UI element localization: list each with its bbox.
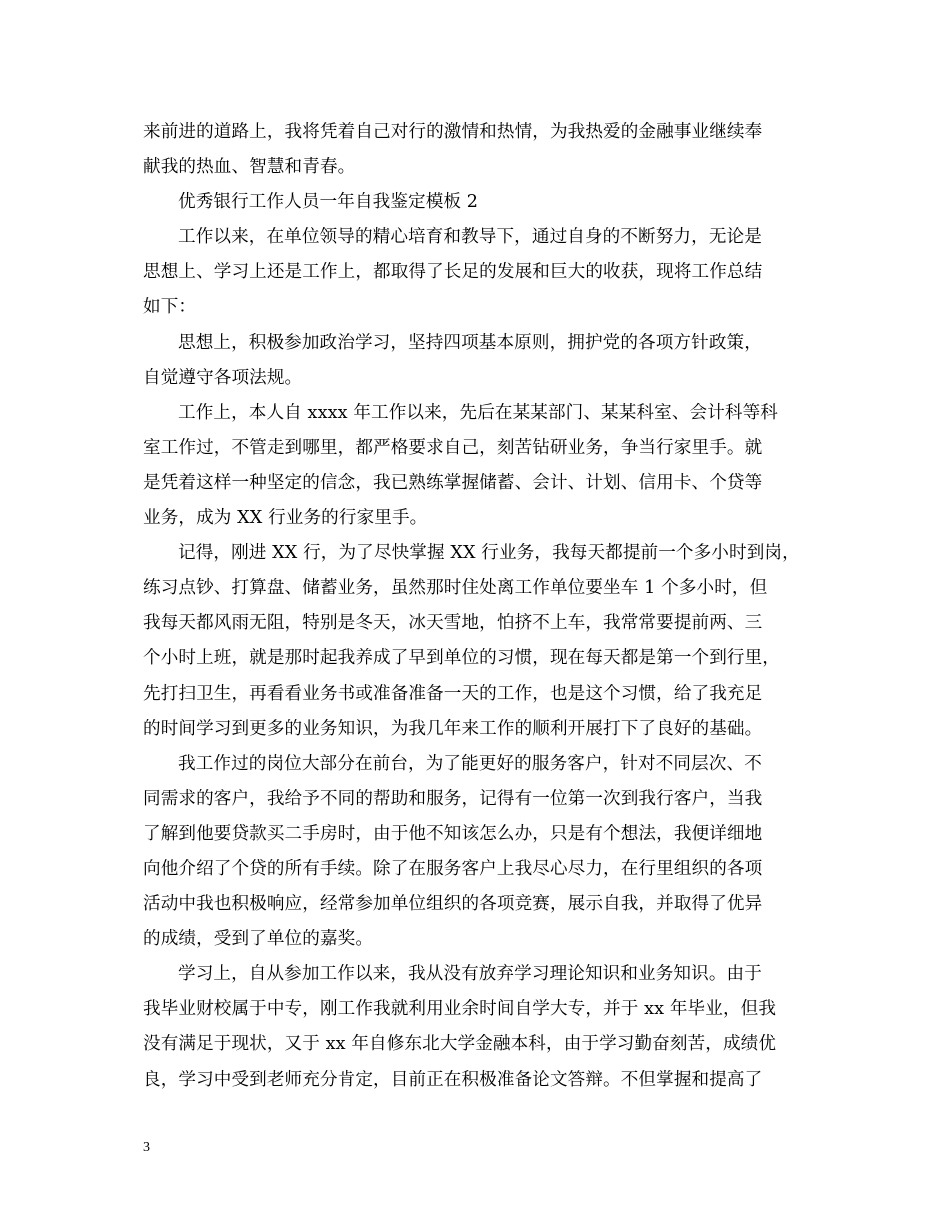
- text-line: 业务，成为 XX 行业务的行家里手。: [143, 508, 428, 529]
- document-body: [143, 115, 808, 1098]
- text-line: 来前进的道路上，我将凭着自己对行的激情和热情，为我热爱的金融事业继续奉: [143, 122, 763, 142]
- text-line: 思想上，积极参加政治学习，坚持四项基本原则，拥护党的各项方针政策，: [178, 332, 762, 353]
- text-line: 优秀银行工作人员一年自我鉴定模板 2: [178, 192, 479, 213]
- text-line: 工作以来，在单位领导的精心培育和教导下，通过自身的不断努力，无论是: [178, 227, 762, 248]
- text-line: 的时间学习到更多的业务知识，为我几年来工作的顺利开展打下了良好的基础。: [143, 718, 763, 739]
- text-line: 向他介绍了个贷的所有手续。除了在服务客户上我尽心尽力，在行里组织的各项: [143, 858, 763, 879]
- text-line: 是凭着这样一种坚定的信念，我已熟练掌握储蓄、会计、计划、信用卡、个贷等: [143, 472, 763, 493]
- text-line: 练习点钞、打算盘、储蓄业务，虽然那时住处离工作单位要坐车 1 个多小时，但: [143, 578, 768, 599]
- text-line: 工作上，本人自 xxxx 年工作以来，先后在某某部门、某某科室、会计科等科: [178, 402, 778, 423]
- text-line: 思想上、学习上还是工作上，都取得了长足的发展和巨大的收获，现将工作总结: [143, 262, 763, 283]
- text-line: 良，学习中受到老师充分肯定，目前正在积极准备论文答辩。不但掌握和提高了: [143, 1069, 763, 1090]
- text-line: 我每天都风雨无阻，特别是冬天，冰天雪地，怕挤不上车，我常常要提前两、三: [143, 613, 763, 634]
- text-line: 如下：: [143, 297, 197, 318]
- page-number: 3: [143, 1140, 150, 1155]
- text-line: 没有满足于现状，又于 xx 年自修东北大学金融本科，由于学习勤奋刻苦，成绩优: [143, 1034, 777, 1055]
- text-line: 我工作过的岗位大部分在前台，为了能更好的服务客户，针对不同层次、不: [178, 753, 762, 774]
- text-line: 我毕业财校属于中专，刚工作我就利用业余时间自学大专，并于 xx 年毕业，但我: [143, 999, 777, 1020]
- text-line: 自觉遵守各项法规。: [143, 367, 303, 388]
- text-line: 的成绩，受到了单位的嘉奖。: [143, 929, 374, 950]
- text-line: 记得，刚进 XX 行，为了尽快掌握 XX 行业务，我每天都提前一个多小时到岗，: [178, 543, 800, 564]
- text-line: 了解到他要贷款买二手房时，由于他不知该怎么办，只是有个想法，我便详细地: [143, 823, 763, 844]
- text-line: 学习上，自从参加工作以来，我从没有放弃学习理论知识和业务知识。由于: [178, 964, 762, 985]
- text-line: 同需求的客户，我给予不同的帮助和服务，记得有一位第一次到我行客户，当我: [143, 788, 763, 809]
- text-line: 活动中我也积极响应，经常参加单位组织的各项竞赛，展示自我，并取得了优异: [143, 894, 763, 915]
- text-line: 献我的热血、智慧和青春。: [143, 157, 356, 178]
- text-line: 个小时上班，就是那时起我养成了早到单位的习惯，现在每天都是第一个到行里，: [143, 648, 780, 669]
- text-line: 先打扫卫生，再看看业务书或准备准备一天的工作，也是这个习惯，给了我充足: [143, 683, 763, 704]
- text-line: 室工作过，不管走到哪里，都严格要求自己，刻苦钻研业务，争当行家里手。就: [143, 437, 763, 458]
